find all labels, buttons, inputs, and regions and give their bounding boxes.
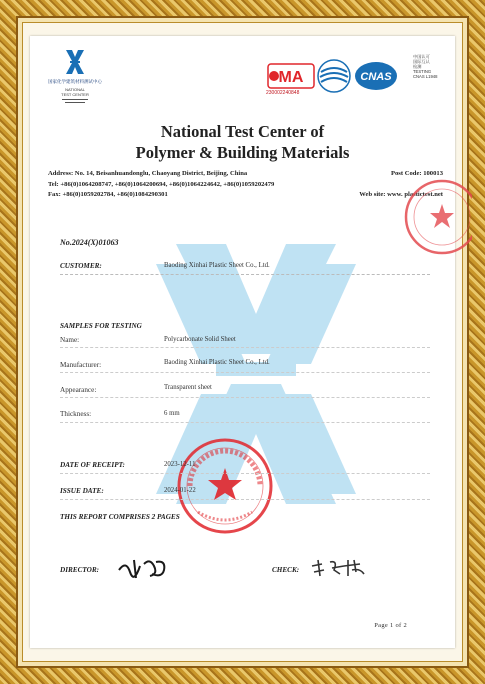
title-line-2: Polymer & Building Materials [135,143,350,162]
post-code-text: Post Code: 100013 [390,170,443,177]
ntc-logo-icon [64,50,86,74]
director-signature [116,556,172,580]
org-line-national: NATIONAL [65,87,85,92]
org-divider [62,99,88,100]
cnas-accreditation-text [413,54,443,79]
name-divider [60,347,430,348]
customer-divider [60,274,430,275]
cma-mark-icon [266,62,316,90]
check-label: CHECK: [272,566,300,574]
appearance-value: Transparent sheet [164,384,212,391]
issue-value: 2024-01-22 [164,487,196,494]
cma-cert-number: 230002240848 [266,90,300,96]
checker-signature [308,556,370,580]
samples-label: SAMPLES FOR TESTING [60,322,142,330]
thickness-label: Thickness: [60,410,92,418]
tel-text: Tel: +86(0)1064208747, +86(0)1064200694, +86(0)1064224642, +86(0)1059202479 [48,180,275,188]
edge-seal-stamp [402,172,472,262]
contact-block [48,169,443,201]
receipt-value: 2023-12-11 [164,461,196,468]
name-label: Name: [60,336,80,344]
manufacturer-label: Manufacturer: [60,361,102,369]
customer-value: Baoding Xinhai Plastic Sheet Co., Ltd. [164,262,270,269]
official-seal-stamp [168,436,282,536]
report-number: No.2024(X)01063 [60,238,119,247]
page-number: Page 1 of 2 [374,622,407,629]
manufacturer-divider [60,372,430,373]
website-text: Web site: www. plastictest.net [359,191,443,198]
cnas-line-1: 中国认可 [413,54,430,59]
org-name-cn: 国家化学建筑材料测试中心 [48,79,102,84]
certificate-paper [30,36,455,648]
cnas-line-5: CNAS L1948 [413,74,438,79]
cnas-line-2: 国际互认 [413,59,430,64]
issue-divider [60,499,430,500]
receipt-divider [60,473,430,474]
cnas-mark-icon [354,60,398,92]
issue-label: ISSUE DATE: [60,487,104,495]
report-comprises: THIS REPORT COMPRISES 2 PAGES [60,513,180,521]
thickness-divider [60,422,430,423]
fax-text: Fax: +86(0)1059202784, +86(0)1084290301 [48,191,168,198]
name-value: Polycarbonate Solid Sheet [164,336,236,343]
thickness-value: 6 mm [164,410,180,417]
svg-text:MA: MA [278,69,304,86]
appearance-label: Appearance: [60,386,97,394]
address-text: Address: No. 14, Beisanhuandonglu, Chaoyang District, Beijing, China [48,170,248,177]
org-line-test-center: TEST CENTER [61,92,89,97]
director-label: DIRECTOR: [60,566,100,574]
customer-label: CUSTOMER: [60,262,102,270]
ilac-mark-icon [316,58,352,94]
cnas-line-4: TESTING [413,69,432,74]
org-divider-2 [65,102,85,103]
institution-logo [40,50,110,130]
svg-text:CNAS: CNAS [360,71,392,83]
title-line-1: National Test Center of [160,122,325,141]
manufacturer-value: Baoding Xinhai Plastic Sheet Co., Ltd. [164,359,270,366]
appearance-divider [60,397,430,398]
receipt-label: DATE OF RECEIPT: [60,461,125,469]
cnas-line-3: 检测 [413,64,422,69]
